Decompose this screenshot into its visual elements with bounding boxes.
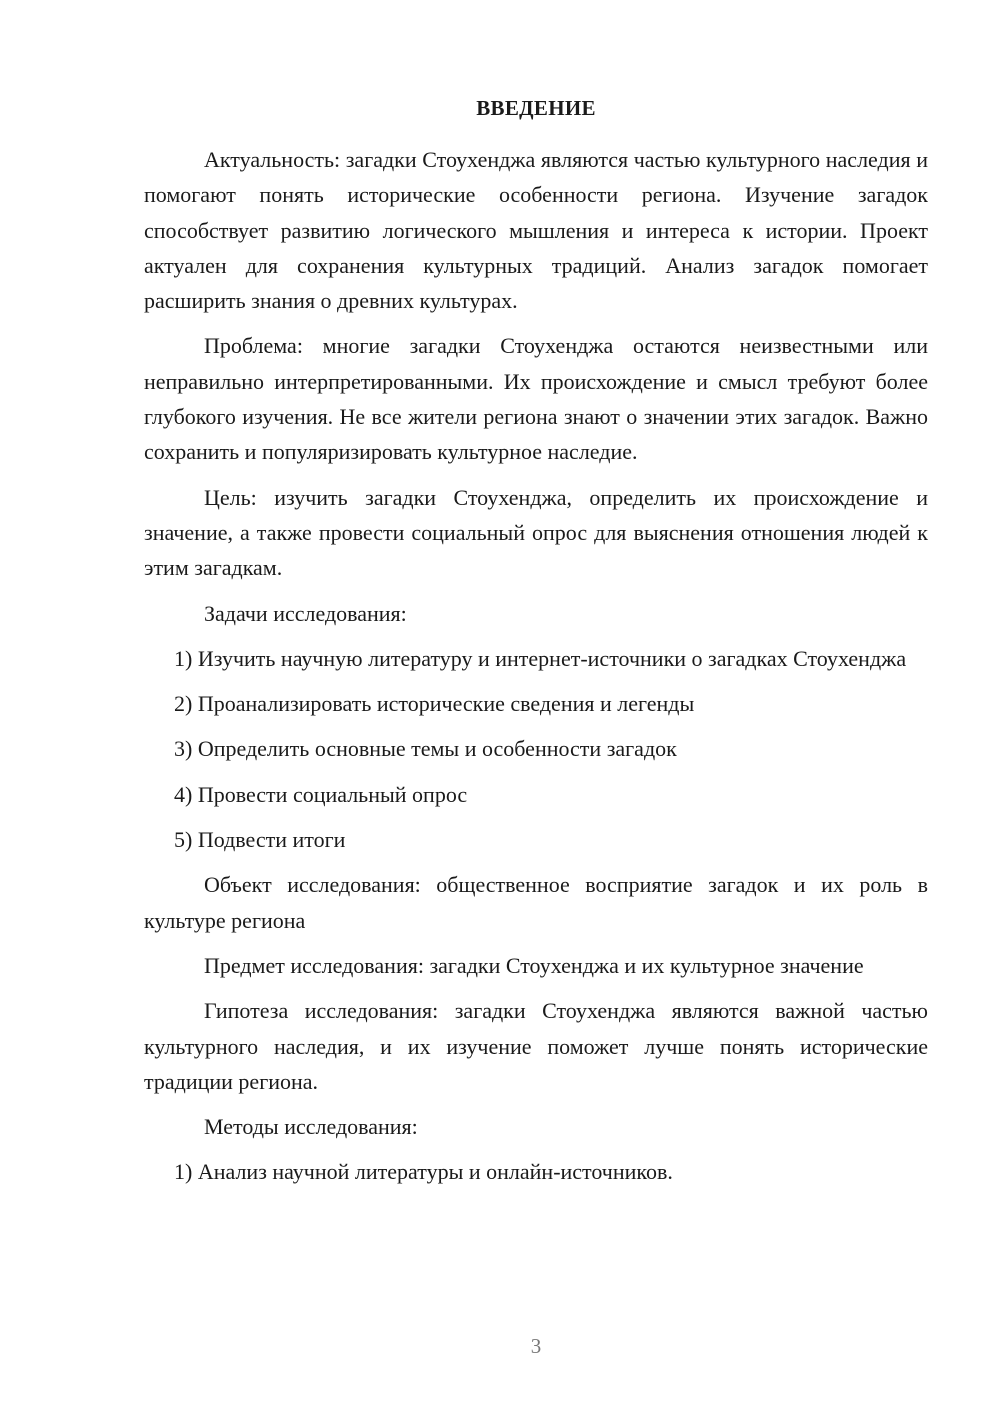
method-item-1: 1) Анализ научной литературы и онлайн-источников. bbox=[174, 1159, 673, 1185]
task-item-3: 3) Определить основные темы и особенности загадок bbox=[174, 736, 677, 762]
paragraph-goal: Цель: изучить загадки Стоухенджа, определить их происхождение и значение, а также провести социальный опрос для выяснения отношения людей к этим загадкам. bbox=[144, 484, 928, 581]
task-item-4: 4) Провести социальный опрос bbox=[174, 781, 468, 807]
tasks-heading: Задачи исследования: bbox=[204, 600, 407, 626]
page-title: ВВЕДЕНИЕ bbox=[476, 96, 596, 120]
document-body bbox=[144, 142, 928, 1190]
task-item-5: 5) Подвести итоги bbox=[174, 827, 346, 853]
paragraph-relevance: Актуальность: загадки Стоухенджа являются частью культурного наследия и помогают понять исторические особенности региона. Изучение загадок способствует развитию логического мышления и интереса к истории. Проект актуален для сохранения культурных традиций. Анализ загадок помогает расширить знания о древних культурах. bbox=[144, 147, 928, 314]
paragraph-problem: Проблема: многие загадки Стоухенджа остаются неизвестными или неправильно интерпретированными. Их происхождение и смысл требуют более глубокого изучения. Не все жители региона знают о значении этих загадок. Важно сохранить и популяризировать культурное наследие. bbox=[144, 333, 928, 465]
task-item-1: 1) Изучить научную литературу и интернет-источники о загадках Стоухенджа bbox=[174, 645, 907, 671]
paragraph-hypothesis: Гипотеза исследования: загадки Стоухенджа являются важной частью культурного наследия, и их изучение поможет лучше понять исторические традиции региона. bbox=[144, 998, 928, 1094]
methods-heading: Методы исследования: bbox=[204, 1114, 418, 1140]
page-number: 3 bbox=[530, 1334, 542, 1358]
paragraph-subject: Предмет исследования: загадки Стоухенджа и их культурное значение bbox=[204, 952, 864, 978]
task-item-2: 2) Проанализировать исторические сведения и легенды bbox=[174, 691, 695, 717]
paragraph-object: Объект исследования: общественное восприятие загадок и их роль в культуре региона bbox=[144, 872, 928, 933]
